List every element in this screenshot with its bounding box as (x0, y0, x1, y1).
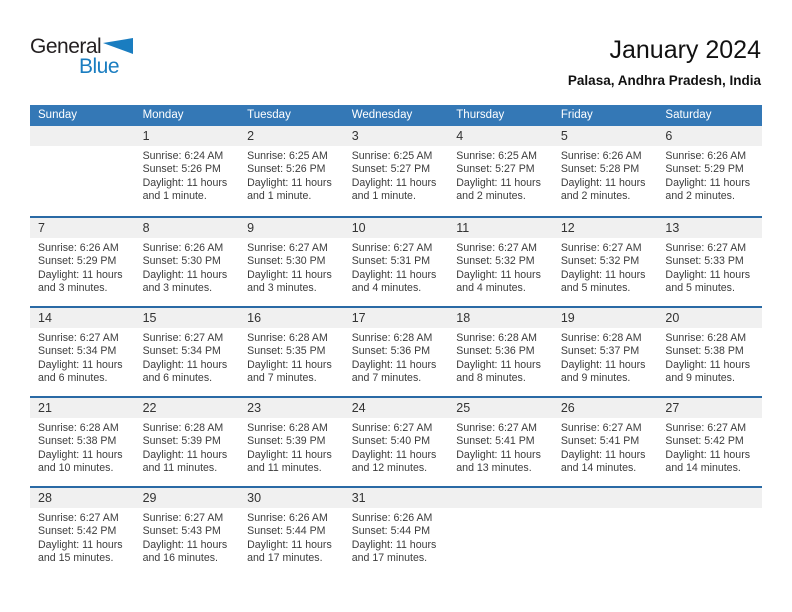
sunset-text: Sunset: 5:35 PM (247, 345, 326, 358)
sunset-text: Sunset: 5:27 PM (351, 163, 431, 176)
calendar-day-cell (135, 398, 240, 486)
day-info (657, 238, 762, 296)
day-info (344, 146, 449, 204)
sunrise-text: Sunrise: 6:28 AM (247, 332, 328, 344)
sunrise-text: Sunrise: 6:28 AM (560, 332, 642, 344)
sunrise-text: Sunrise: 6:27 AM (560, 242, 642, 254)
daylight-text: Daylight: 11 hours and 7 minutes. (247, 358, 332, 385)
day-number: 21 (30, 398, 135, 418)
sunset-text: Sunset: 5:34 PM (142, 345, 221, 358)
sunset-text: Sunset: 5:39 PM (247, 435, 326, 448)
sunrise-text: Sunrise: 6:27 AM (247, 242, 328, 254)
sunset-text: Sunset: 5:29 PM (665, 163, 744, 176)
sunset-text: Sunset: 5:38 PM (665, 345, 744, 358)
sunset-text: Sunset: 5:37 PM (560, 345, 640, 358)
daylight-text: Daylight: 11 hours and 12 minutes. (351, 448, 437, 475)
day-info (448, 146, 553, 204)
page-title: January 2024 (609, 36, 761, 64)
page-subtitle: Palasa, Andhra Pradesh, India (567, 73, 761, 88)
day-info (344, 508, 449, 566)
sunset-text: Sunset: 5:33 PM (665, 255, 744, 268)
calendar-day-cell (657, 126, 762, 216)
day-info (344, 328, 449, 386)
logo-text-blue: Blue (79, 55, 120, 78)
day-number: 2 (239, 126, 344, 146)
calendar-day-cell (553, 308, 658, 396)
sunrise-text: Sunrise: 6:27 AM (665, 422, 747, 434)
daylight-text: Daylight: 11 hours and 15 minutes. (38, 538, 123, 565)
daylight-text: Daylight: 11 hours and 11 minutes. (142, 448, 228, 475)
sunset-text: Sunset: 5:43 PM (142, 525, 221, 538)
day-number: 30 (239, 488, 344, 508)
day-number: 24 (344, 398, 449, 418)
day-info (553, 238, 658, 296)
day-of-week-header-row (30, 105, 762, 126)
daylight-text: Daylight: 11 hours and 2 minutes. (560, 176, 646, 203)
calendar-day-cell (344, 398, 449, 486)
sunset-text: Sunset: 5:27 PM (456, 163, 535, 176)
daylight-text: Daylight: 11 hours and 1 minute. (142, 176, 228, 203)
dow-header-wednesday: Wednesday (351, 109, 413, 121)
calendar-week-row (30, 306, 762, 396)
day-number (657, 488, 762, 508)
sunrise-text: Sunrise: 6:25 AM (247, 150, 328, 162)
calendar-day-cell (657, 218, 762, 306)
calendar-day-cell (553, 126, 658, 216)
day-number: 8 (135, 218, 240, 238)
calendar-day-cell (135, 218, 240, 306)
sunset-text: Sunset: 5:42 PM (38, 525, 117, 538)
sunset-text: Sunset: 5:30 PM (142, 255, 221, 268)
dow-header-friday: Friday (560, 109, 593, 121)
calendar-day-cell (135, 126, 240, 216)
sunset-text: Sunset: 5:36 PM (456, 345, 535, 358)
day-info (553, 418, 658, 476)
sunrise-text: Sunrise: 6:27 AM (142, 332, 224, 344)
sunrise-text: Sunrise: 6:28 AM (247, 422, 328, 434)
sunrise-text: Sunrise: 6:27 AM (351, 242, 433, 254)
day-info (239, 508, 344, 566)
day-number: 16 (239, 308, 344, 328)
sunset-text: Sunset: 5:41 PM (560, 435, 640, 448)
sunrise-text: Sunrise: 6:26 AM (560, 150, 642, 162)
calendar-empty-cell (30, 126, 135, 216)
sunrise-text: Sunrise: 6:26 AM (38, 242, 119, 254)
calendar-day-cell (135, 308, 240, 396)
sunset-text: Sunset: 5:36 PM (351, 345, 431, 358)
calendar-day-cell (553, 218, 658, 306)
day-info (30, 328, 135, 386)
day-info (657, 508, 762, 512)
sunset-text: Sunset: 5:32 PM (456, 255, 535, 268)
day-info (30, 508, 135, 566)
sunrise-text: Sunrise: 6:24 AM (142, 150, 224, 162)
sunset-text: Sunset: 5:29 PM (38, 255, 117, 268)
sunset-text: Sunset: 5:28 PM (560, 163, 640, 176)
daylight-text: Daylight: 11 hours and 5 minutes. (560, 268, 646, 295)
general-blue-logo (30, 36, 150, 88)
calendar-week-row (30, 396, 762, 486)
day-info (344, 238, 449, 296)
calendar-empty-cell (553, 488, 658, 576)
day-info (448, 328, 553, 386)
sunset-text: Sunset: 5:31 PM (351, 255, 431, 268)
day-number: 9 (239, 218, 344, 238)
day-number: 12 (553, 218, 658, 238)
calendar-day-cell (344, 126, 449, 216)
daylight-text: Daylight: 11 hours and 9 minutes. (560, 358, 646, 385)
sunset-text: Sunset: 5:26 PM (247, 163, 326, 176)
day-number: 18 (448, 308, 553, 328)
calendar-day-cell (135, 488, 240, 576)
sunrise-text: Sunrise: 6:28 AM (456, 332, 537, 344)
sunrise-text: Sunrise: 6:27 AM (456, 242, 537, 254)
day-number: 4 (448, 126, 553, 146)
daylight-text: Daylight: 11 hours and 2 minutes. (665, 176, 751, 203)
daylight-text: Daylight: 11 hours and 7 minutes. (351, 358, 437, 385)
calendar-week-row (30, 216, 762, 306)
sunset-text: Sunset: 5:41 PM (456, 435, 535, 448)
daylight-text: Daylight: 11 hours and 17 minutes. (351, 538, 437, 565)
calendar-day-cell (30, 218, 135, 306)
day-number: 11 (448, 218, 553, 238)
daylight-text: Daylight: 11 hours and 3 minutes. (247, 268, 332, 295)
calendar-day-cell (448, 126, 553, 216)
daylight-text: Daylight: 11 hours and 5 minutes. (665, 268, 751, 295)
daylight-text: Daylight: 11 hours and 6 minutes. (142, 358, 228, 385)
sunset-text: Sunset: 5:26 PM (142, 163, 221, 176)
daylight-text: Daylight: 11 hours and 4 minutes. (456, 268, 541, 295)
sunset-text: Sunset: 5:44 PM (351, 525, 431, 538)
day-number: 27 (657, 398, 762, 418)
calendar-week-row (30, 126, 762, 216)
sunrise-text: Sunrise: 6:26 AM (351, 512, 433, 524)
day-number: 19 (553, 308, 658, 328)
calendar-day-cell (239, 488, 344, 576)
sunrise-text: Sunrise: 6:28 AM (665, 332, 747, 344)
daylight-text: Daylight: 11 hours and 17 minutes. (247, 538, 332, 565)
dow-header-saturday: Saturday (665, 109, 712, 121)
daylight-text: Daylight: 11 hours and 9 minutes. (665, 358, 751, 385)
day-number: 23 (239, 398, 344, 418)
sunset-text: Sunset: 5:44 PM (247, 525, 326, 538)
day-info (239, 328, 344, 386)
day-info (553, 146, 658, 204)
day-number: 10 (344, 218, 449, 238)
day-info (30, 146, 135, 150)
calendar-day-cell (657, 398, 762, 486)
sunset-text: Sunset: 5:34 PM (38, 345, 117, 358)
day-info (553, 328, 658, 386)
sunrise-text: Sunrise: 6:28 AM (38, 422, 119, 434)
title-block (568, 36, 761, 88)
daylight-text: Daylight: 11 hours and 11 minutes. (247, 448, 332, 475)
day-number: 26 (553, 398, 658, 418)
calendar-empty-cell (657, 488, 762, 576)
day-info (657, 146, 762, 204)
day-number: 31 (344, 488, 449, 508)
day-info (657, 328, 762, 386)
day-info (135, 238, 240, 296)
day-info (448, 238, 553, 296)
calendar-day-cell (344, 308, 449, 396)
day-number: 14 (30, 308, 135, 328)
daylight-text: Daylight: 11 hours and 13 minutes. (456, 448, 541, 475)
calendar-day-cell (30, 308, 135, 396)
sunrise-text: Sunrise: 6:27 AM (351, 422, 433, 434)
calendar-day-cell (448, 308, 553, 396)
day-number: 29 (135, 488, 240, 508)
dow-header-thursday: Thursday (456, 109, 505, 121)
daylight-text: Daylight: 11 hours and 2 minutes. (456, 176, 541, 203)
sunset-text: Sunset: 5:30 PM (247, 255, 326, 268)
calendar-day-cell (239, 126, 344, 216)
day-info (30, 238, 135, 296)
day-info (448, 508, 553, 512)
daylight-text: Daylight: 11 hours and 16 minutes. (142, 538, 228, 565)
sunrise-text: Sunrise: 6:25 AM (456, 150, 537, 162)
sunset-text: Sunset: 5:32 PM (560, 255, 640, 268)
calendar-weeks (30, 126, 762, 576)
day-info (239, 418, 344, 476)
daylight-text: Daylight: 11 hours and 8 minutes. (456, 358, 541, 385)
day-info (448, 418, 553, 476)
day-number (553, 488, 658, 508)
dow-header-tuesday: Tuesday (247, 109, 291, 121)
logo-text-general: General (30, 35, 102, 58)
calendar-day-cell (30, 488, 135, 576)
day-info (135, 146, 240, 204)
dow-header-sunday: Sunday (38, 109, 78, 121)
day-number: 13 (657, 218, 762, 238)
calendar-table (30, 105, 762, 576)
day-number: 28 (30, 488, 135, 508)
day-number: 15 (135, 308, 240, 328)
day-number (30, 126, 135, 146)
sunset-text: Sunset: 5:39 PM (142, 435, 221, 448)
calendar-day-cell (239, 308, 344, 396)
day-number (448, 488, 553, 508)
day-number: 20 (657, 308, 762, 328)
calendar-day-cell (30, 398, 135, 486)
daylight-text: Daylight: 11 hours and 3 minutes. (142, 268, 228, 295)
sunrise-text: Sunrise: 6:27 AM (560, 422, 642, 434)
day-info (553, 508, 658, 512)
sunrise-text: Sunrise: 6:27 AM (456, 422, 537, 434)
sunrise-text: Sunrise: 6:28 AM (142, 422, 224, 434)
day-number: 5 (553, 126, 658, 146)
day-info (239, 146, 344, 204)
calendar-day-cell (239, 398, 344, 486)
sunset-text: Sunset: 5:40 PM (351, 435, 431, 448)
daylight-text: Daylight: 11 hours and 1 minute. (351, 176, 437, 203)
daylight-text: Daylight: 11 hours and 14 minutes. (560, 448, 646, 475)
sunrise-text: Sunrise: 6:27 AM (665, 242, 747, 254)
day-info (657, 418, 762, 476)
sunrise-text: Sunrise: 6:26 AM (247, 512, 328, 524)
calendar-day-cell (448, 218, 553, 306)
calendar-empty-cell (448, 488, 553, 576)
sunrise-text: Sunrise: 6:26 AM (665, 150, 747, 162)
sunrise-text: Sunrise: 6:27 AM (38, 512, 119, 524)
calendar-day-cell (553, 398, 658, 486)
calendar-day-cell (239, 218, 344, 306)
sunset-text: Sunset: 5:38 PM (38, 435, 117, 448)
sunrise-text: Sunrise: 6:25 AM (351, 150, 433, 162)
day-info (30, 418, 135, 476)
daylight-text: Daylight: 11 hours and 4 minutes. (351, 268, 437, 295)
calendar-day-cell (344, 218, 449, 306)
calendar-week-row (30, 486, 762, 576)
day-number: 22 (135, 398, 240, 418)
day-info (135, 328, 240, 386)
day-info (135, 508, 240, 566)
sunrise-text: Sunrise: 6:28 AM (351, 332, 433, 344)
sunset-text: Sunset: 5:42 PM (665, 435, 744, 448)
sunrise-text: Sunrise: 6:27 AM (142, 512, 224, 524)
calendar-day-cell (344, 488, 449, 576)
daylight-text: Daylight: 11 hours and 3 minutes. (38, 268, 123, 295)
calendar-day-cell (657, 308, 762, 396)
calendar-day-cell (448, 398, 553, 486)
day-number: 25 (448, 398, 553, 418)
day-number: 1 (135, 126, 240, 146)
daylight-text: Daylight: 11 hours and 6 minutes. (38, 358, 123, 385)
day-info (135, 418, 240, 476)
sunrise-text: Sunrise: 6:27 AM (38, 332, 119, 344)
sunrise-text: Sunrise: 6:26 AM (142, 242, 224, 254)
daylight-text: Daylight: 11 hours and 1 minute. (247, 176, 332, 203)
day-number: 6 (657, 126, 762, 146)
daylight-text: Daylight: 11 hours and 14 minutes. (665, 448, 751, 475)
day-info (344, 418, 449, 476)
day-number: 7 (30, 218, 135, 238)
day-number: 17 (344, 308, 449, 328)
day-info (239, 238, 344, 296)
daylight-text: Daylight: 11 hours and 10 minutes. (38, 448, 123, 475)
day-number: 3 (344, 126, 449, 146)
dow-header-monday: Monday (142, 109, 184, 121)
